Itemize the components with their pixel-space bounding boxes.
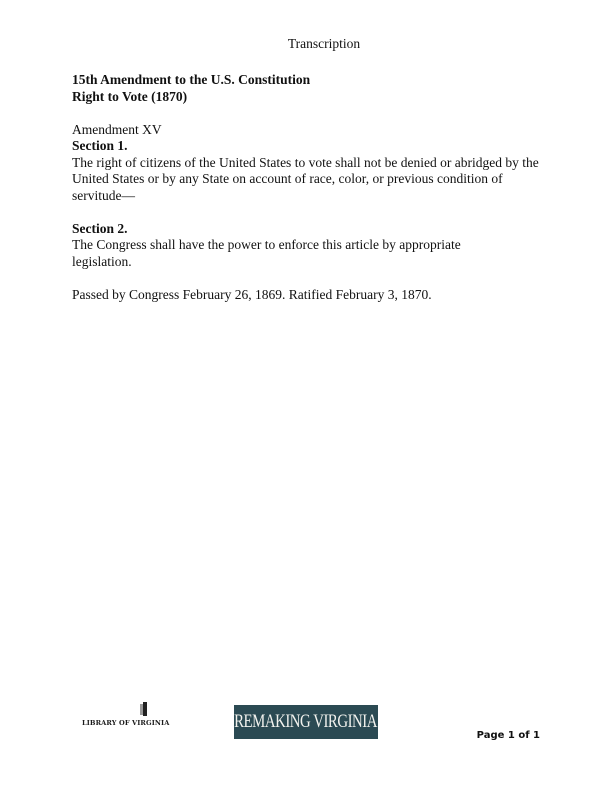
document-title: 15th Amendment to the U.S. Constitution bbox=[72, 72, 311, 87]
spacer bbox=[72, 270, 544, 287]
spacer bbox=[72, 105, 544, 122]
section-1-heading: Section 1. bbox=[72, 138, 128, 153]
section-2-heading: Section 2. bbox=[72, 220, 128, 236]
page-number: Page 1 of 1 bbox=[476, 730, 540, 741]
page-header bbox=[0, 36, 612, 52]
library-of-virginia-logo bbox=[82, 700, 172, 730]
document-subtitle: Right to Vote (1870) bbox=[72, 88, 188, 104]
header-title: Transcription bbox=[287, 36, 361, 51]
document-body bbox=[72, 72, 544, 303]
section-2-body: The Congress shall have the power to enforce this article by appropriate legislation. bbox=[72, 237, 461, 269]
book-icon bbox=[140, 702, 150, 716]
spacer bbox=[72, 204, 544, 221]
amendment-label: Amendment XV bbox=[72, 121, 162, 137]
banner-text: REMAKING VIRGINIA bbox=[234, 711, 378, 732]
section-1-body: The right of citizens of the United States to vote shall not be denied or abridged by the United States or by any State on account of race, color, or previous condition of servitude— bbox=[72, 154, 539, 203]
remaking-virginia-banner bbox=[234, 705, 378, 739]
library-logo-text: LIBRARY OF VIRGINIA bbox=[82, 719, 170, 727]
closing-note: Passed by Congress February 26, 1869. Ratified February 3, 1870. bbox=[72, 286, 432, 302]
